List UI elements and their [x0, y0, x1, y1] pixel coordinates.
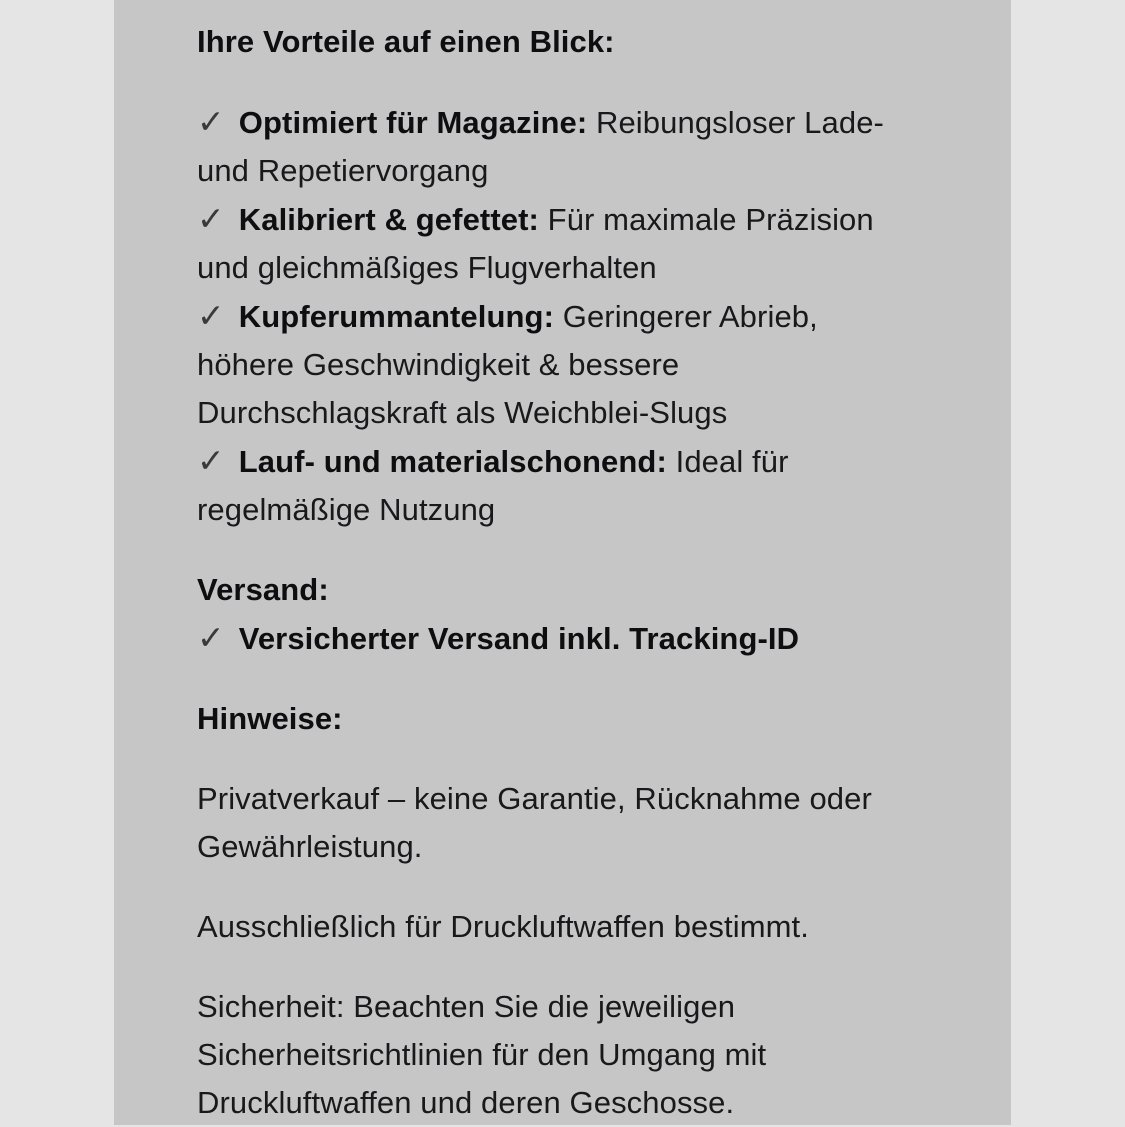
- shipping-heading: Versand:: [197, 572, 329, 607]
- benefit-label: Optimiert für Magazine:: [238, 105, 588, 140]
- benefit-item: [197, 195, 921, 292]
- shipping-section: [197, 566, 921, 663]
- check-icon: ✓: [197, 199, 225, 238]
- benefit-text: Reibungsloser Lade- und Repetiervorgang: [197, 105, 884, 188]
- benefit-text: Geringerer Abrieb, höhere Geschwindigkeit & bessere Durchschlagskraft als Weichblei-Slugs: [197, 299, 818, 430]
- benefit-label: Kupferummantelung:: [238, 299, 555, 334]
- description-text: [197, 18, 921, 1127]
- benefits-list: [197, 98, 921, 534]
- note-paragraph: Privatverkauf – keine Garantie, Rücknahme oder Gewährleistung.: [197, 781, 872, 864]
- check-icon: ✓: [197, 296, 225, 335]
- benefit-label: Lauf- und materialschonend:: [238, 444, 667, 479]
- check-icon: ✓: [197, 441, 225, 480]
- shipping-item-text: Versicherter Versand inkl. Tracking-ID: [238, 621, 800, 656]
- benefit-item: [197, 292, 921, 437]
- benefit-text: Ideal für regelmäßige Nutzung: [197, 444, 789, 527]
- note-paragraph: Ausschließlich für Druckluftwaffen bestimmt.: [197, 909, 809, 944]
- description-card: [114, 0, 1011, 1125]
- notes-heading: Hinweise:: [197, 701, 343, 736]
- check-icon: ✓: [197, 102, 225, 141]
- benefit-text: Für maximale Präzision und gleichmäßiges Flugverhalten: [197, 202, 874, 285]
- benefit-label: Kalibriert & gefettet:: [238, 202, 539, 237]
- benefit-item: [197, 437, 921, 534]
- shipping-item: [197, 614, 921, 663]
- benefit-item: [197, 98, 921, 195]
- benefits-heading: Ihre Vorteile auf einen Blick:: [197, 24, 615, 59]
- note-paragraph: Sicherheit: Beachten Sie die jeweiligen Sicherheitsrichtlinien für den Umgang mit Druckluftwaffen und deren Geschosse.: [197, 989, 767, 1120]
- check-icon: ✓: [197, 618, 225, 657]
